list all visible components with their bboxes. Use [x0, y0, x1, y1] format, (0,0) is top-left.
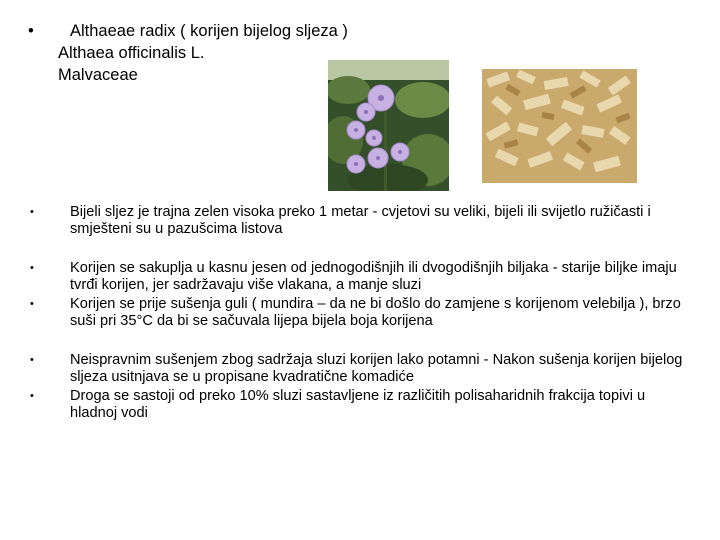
- bullet-item: [28, 260, 688, 294]
- bullet-text: Bijeli sljez je trajna zelen visoka preko 1 metar - cvjetovi su veliki, bijeli ili svijetlo ružičasti i smješteni su u pazušcima listova: [70, 204, 651, 237]
- title-block: [28, 20, 348, 86]
- dried-root-photo: [482, 69, 637, 183]
- title-family: Malvaceae: [58, 66, 138, 84]
- bullet-item: [28, 352, 688, 386]
- bullet-text: Droga se sastoji od preko 10% sluzi sastavljene iz različitih polisaharidnih frakcija topivi u hladnoj vodi: [70, 388, 646, 421]
- bullet-mark: •: [28, 22, 34, 40]
- flower-illustration: [328, 60, 449, 191]
- bullet-mark: •: [30, 354, 34, 366]
- bullet-text: Korijen se sakuplja u kasnu jesen od jednogodišnjih ili dvogodišnjih biljaka - starije biljke imaju tvrđi korijen, jer sadržavaju više vlakana, a manje sluzi: [70, 260, 677, 293]
- bullet-text: Neispravnim sušenjem zbog sadržaja sluzi korijen lako potamni - Nakon sušenja korijen bijelog sljeza usitnjava se u propisane kvadratične komadiće: [70, 352, 683, 385]
- bullet-mark: •: [30, 262, 34, 274]
- title-latin-drug: Althaeae radix ( korijen bijelog sljeza ): [70, 22, 348, 40]
- dried-root-illustration: [482, 69, 637, 183]
- bullet-item: [28, 204, 688, 238]
- bullet-item: [28, 296, 688, 330]
- bullet-mark: •: [30, 206, 34, 218]
- bullet-mark: •: [30, 298, 34, 310]
- bullet-item: [28, 388, 688, 422]
- flower-photo: [328, 60, 449, 191]
- bullet-list: [28, 204, 688, 422]
- title-line-1: [28, 20, 348, 42]
- bullet-mark: •: [30, 390, 34, 402]
- title-species: Althaea officinalis L.: [58, 44, 205, 62]
- bullet-text: Korijen se prije sušenja guli ( mundira – da ne bi došlo do zamjene s korijenom velebilja ), brzo suši pri 35°C da bi se sačuvala lijepa bijela boja korijena: [70, 296, 681, 329]
